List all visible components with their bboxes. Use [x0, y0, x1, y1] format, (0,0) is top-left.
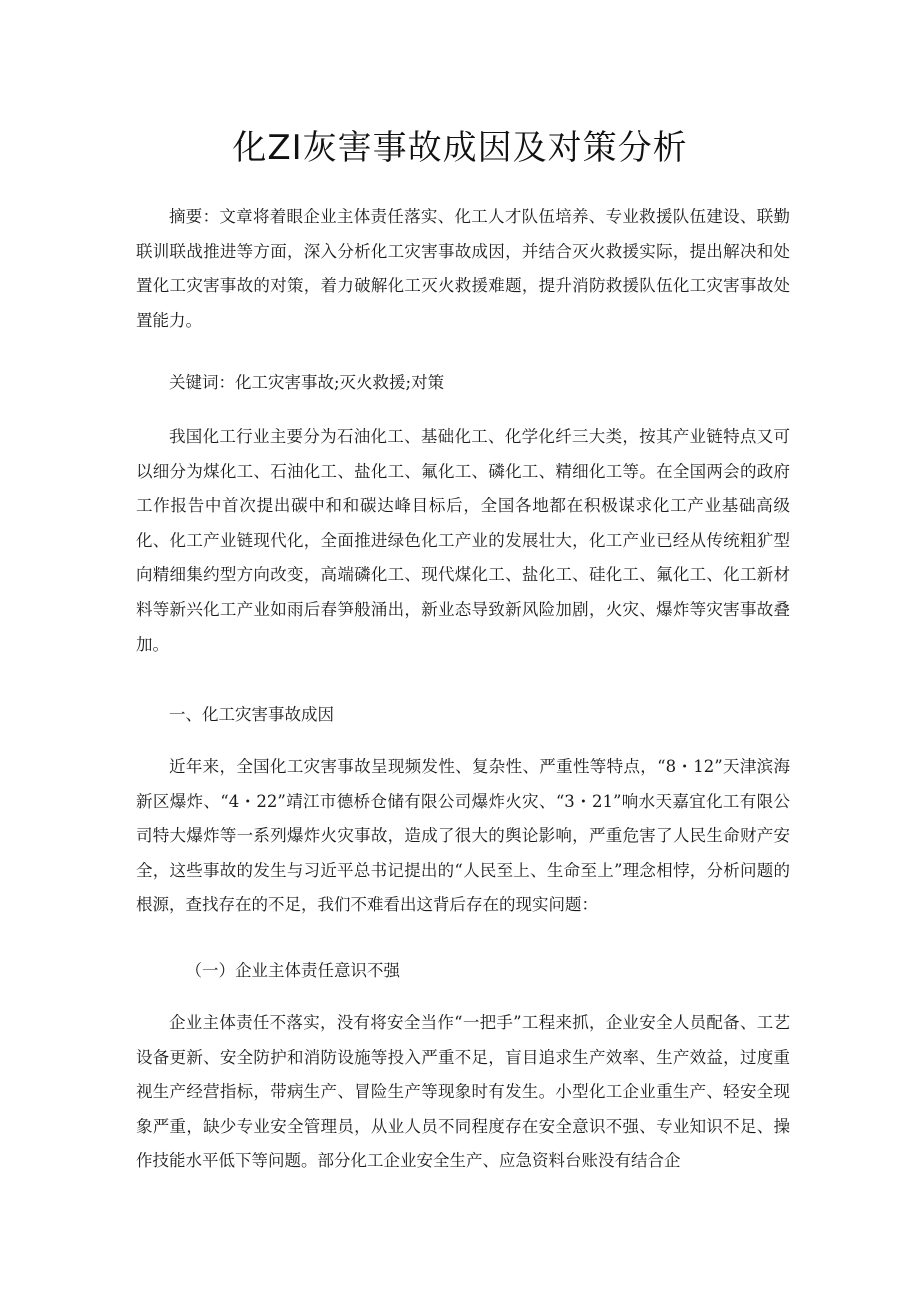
intro-paragraph: 我国化工行业主要分为石油化工、基础化工、化学化纤三大类，按其产业链特点又可以细分为煤化工、石油化工、盐化工、氟化工、磷化工、精细化工等。在全国两会的政府工作报告中首次提出碳中和和碳达峰目标后，全国各地都在积极谋求化工产业基础高级化、化工产业链现代化，全面推进绿色化工产业的发展壮大，化工产业已经从传统粗犷型向精细集约型方向改变，高端磷化工、现代煤化工、盐化工、硅化工、氟化工、化工新材料等新兴化工产业如雨后春笋般涌出，新业态导致新风险加剧，火灾、爆炸等灾害事故叠加。: [136, 427, 790, 654]
section-paragraph: 近年来，全国化工灾害事故呈现频发性、复杂性、严重性等特点，“8・12”天津滨海新区爆炸、“4・22”靖江市德桥仓储有限公司爆炸火灾、“3・21”响水天嘉宜化工有限公司特大爆炸等一系列爆炸火灾事故，造成了很大的舆论影响，严重危害了人民生命财产安全，这些事故的发生与习近平总书记提出的“人民至上、生命至上”理念相悖，分析问题的根源，查找存在的不足，我们不难看出这背后存在的现实问题：: [136, 757, 790, 915]
section-heading: 一、化工灾害事故成因: [169, 705, 334, 724]
subsection-paragraph: 企业主体责任不落实，没有将安全当作“一把手”工程来抓，企业安全人员配备、工艺设备更新、安全防护和消防设施等投入严重不足，盲目追求生产效率、生产效益，过度重视生产经营指标，带病生产、冒险生产等现象时有发生。小型化工企业重生产、轻安全现象严重，缺少专业安全管理员，从业人员不同程度存在安全意识不强、专业知识不足、操作技能水平低下等问题。部分化工企业安全生产、应急资料台账没有结合企: [136, 1013, 790, 1171]
document-title: 化ZI灰害事故成因及对策分析: [232, 128, 688, 168]
subsection-heading: （一）企业主体责任意识不强: [185, 961, 400, 980]
abstract-paragraph: 摘要：文章将着眼企业主体责任落实、化工人才队伍培养、专业救援队伍建设、联勤联训联战推进等方面，深入分析化工灾害事故成因，并结合灭火救援实际，提出解决和处置化工灾害事故的对策，着力破解化工灭火救援难题，提升消防救援队伍化工灾害事故处置能力。: [136, 207, 790, 330]
keywords-line: 关键词：化工灾害事故;灭火救援;对策: [169, 373, 445, 392]
